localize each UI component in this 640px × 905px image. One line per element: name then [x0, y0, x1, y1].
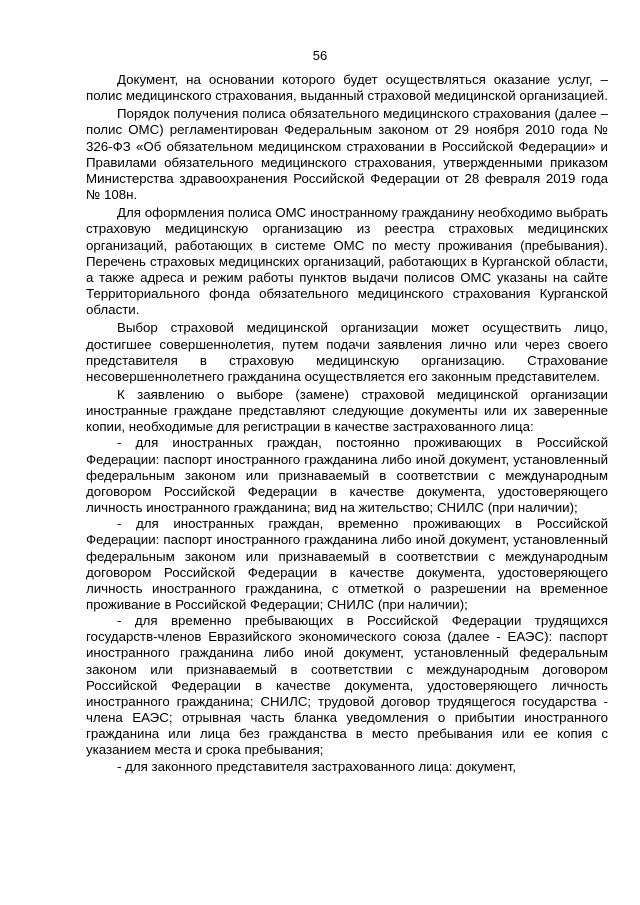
paragraph-required-documents: К заявлению о выборе (замене) страховой медицинской организации иностранные граждане представляют следующие документы или их заверенные копии, необходимые для регистрации в качестве застрахованного лица: [86, 386, 608, 435]
page-number: 56 [312, 48, 328, 63]
list-item-permanent-residents: - для иностранных граждан, постоянно проживающих в Российской Федерации: паспорт иностранного гражданина либо иной документ, установленный федеральным законом или признаваемый в соответствии с международным договором Российской Федерации в качестве документа, удостоверяющего личность иностранного гражданина; вид на жительство; СНИЛС (при наличии); [86, 435, 608, 516]
document-body [86, 72, 608, 775]
paragraph-insurer-choice: Выбор страховой медицинской организации может осуществить лицо, достигшее совершеннолетия, путем подачи заявления лично или через своего представителя в страховую медицинскую организацию. Страхование несовершеннолетнего гражданина осуществляется его законным представителем. [86, 320, 608, 384]
list-item-eaeu-workers: - для временно пребывающих в Российской Федерации трудящихся государств-членов Евразийского экономического союза (далее - ЕАЭС): паспорт иностранного гражданина либо иной документ, установленный федеральным законом или признаваемый в соответствии с международным договором Российской Федерации в качестве документа, удостоверяющего личность иностранного гражданина; СНИЛС; трудовой договор трудящегося государства - члена ЕАЭС; отрывная часть бланка уведомления о прибытии иностранного гражданина или лица без гражданства в место пребывания или ее копия с указанием места и срока пребывания; [86, 613, 608, 758]
paragraph-policy-procedure: Порядок получения полиса обязательного медицинского страхования (далее – полис ОМС) регламентирован Федеральным законом от 29 ноября 2010 года № 326-ФЗ «Об обязательном медицинском страховании в Российской Федерации» и Правилами обязательного медицинского страхования, утвержденными приказом Министерства здравоохранения Российской Федерации от 28 февраля 2019 года № 108н. [86, 106, 608, 203]
list-item-legal-representative: - для законного представителя застрахованного лица: документ, [117, 758, 516, 774]
paragraph-service-document: Документ, на основании которого будет осуществляться оказание услуг, – полис медицинского страхования, выданный страховой медицинской организацией. [86, 72, 608, 104]
paragraph-policy-registration: Для оформления полиса ОМС иностранному гражданину необходимо выбрать страховую медицинскую организацию из реестра страховых медицинских организаций, работающих в системе ОМС по месту проживания (пребывания). Перечень страховых медицинских организаций, работающих в Курганской области, а также адреса и режим работы пунктов выдачи полисов ОМС указаны на сайте Территориального фонда обязательного медицинского страхования Курганской области. [86, 205, 608, 318]
list-item-temporary-residents: - для иностранных граждан, временно проживающих в Российской Федерации: паспорт иностранного гражданина либо иной документ, установленный федеральным законом или признаваемый в соответствии с международным договором Российской Федерации в качестве документа, удостоверяющего личность иностранного гражданина, с отметкой о разрешении на временное проживание в Российской Федерации; СНИЛС (при наличии); [86, 516, 608, 612]
